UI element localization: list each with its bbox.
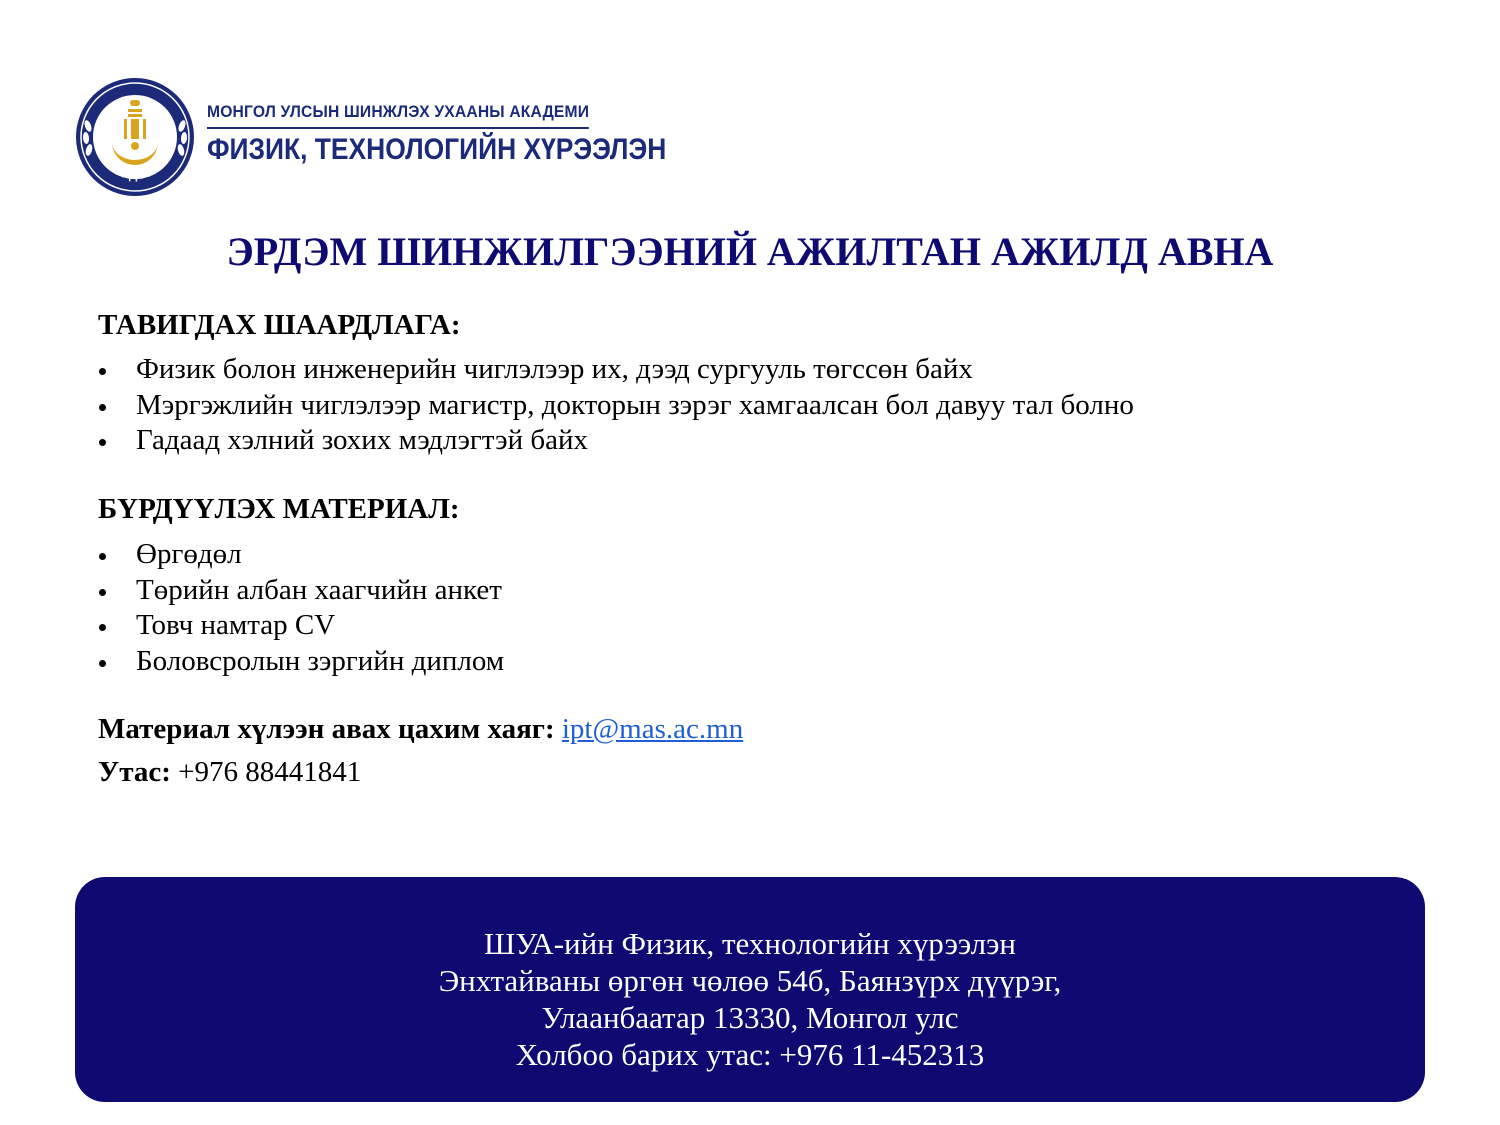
list-item: Товч намтар CV bbox=[98, 608, 504, 644]
footer-phone: Холбоо барих утас: +976 11-452313 bbox=[515, 1037, 985, 1072]
footer-street: Энхтайваны өргөн чөлөө 54б, Баянзүрх дүүрэг, bbox=[438, 963, 1062, 998]
list-item: Гадаад хэлний зохих мэдлэгтэй байх bbox=[98, 423, 1134, 459]
email-line bbox=[98, 713, 743, 746]
list-item: Мэргэжлийн чиглэлээр магистр, докторын зэрэг хамгаалсан бол давуу тал болно bbox=[98, 388, 1134, 424]
footer-institute: ШУА-ийн Физик, технологийн хүрээлэн bbox=[484, 926, 1016, 961]
list-item: Төрийн албан хаагчийн анкет bbox=[98, 573, 504, 609]
org-line-academy: МОНГОЛ УЛСЫН ШИНЖЛЭХ УХААНЫ АКАДЕМИ bbox=[207, 102, 589, 129]
list-item: Боловсролын зэргийн диплом bbox=[98, 644, 504, 680]
phone-label: Утас: bbox=[98, 756, 171, 788]
requirements-heading: ТАВИГДАХ ШААРДЛАГА: bbox=[98, 309, 461, 341]
logo-seal-icon bbox=[74, 76, 196, 198]
email-label: Материал хүлээн авах цахим хаяг: bbox=[98, 713, 555, 745]
materials-heading: БҮРДҮҮЛЭХ МАТЕРИАЛ: bbox=[98, 493, 460, 525]
list-item: Физик болон инженерийн чиглэлээр их, дээд сургууль төгссөн байх bbox=[98, 352, 1134, 388]
org-line-institute: ФИЗИК, ТЕХНОЛОГИЙН ХҮРЭЭЛЭН bbox=[207, 133, 667, 166]
logo-ring-text: ЭРДЭМ bbox=[110, 162, 160, 183]
footer-city: Улаанбаатар 13330, Монгол улс bbox=[541, 1000, 959, 1035]
phone-number: +976 88441841 bbox=[178, 756, 362, 788]
list-item: Өргөдөл bbox=[98, 537, 504, 573]
email-link[interactable]: ipt@mas.ac.mn bbox=[561, 713, 744, 745]
organization-name bbox=[207, 102, 729, 167]
requirements-list bbox=[98, 352, 1134, 459]
phone-line bbox=[98, 756, 361, 789]
page-title: ЭРДЭМ ШИНЖИЛГЭЭНИЙ АЖИЛТАН АЖИЛД АВНА bbox=[226, 229, 1274, 274]
materials-list bbox=[98, 537, 504, 679]
footer-address-box bbox=[75, 877, 1425, 1102]
